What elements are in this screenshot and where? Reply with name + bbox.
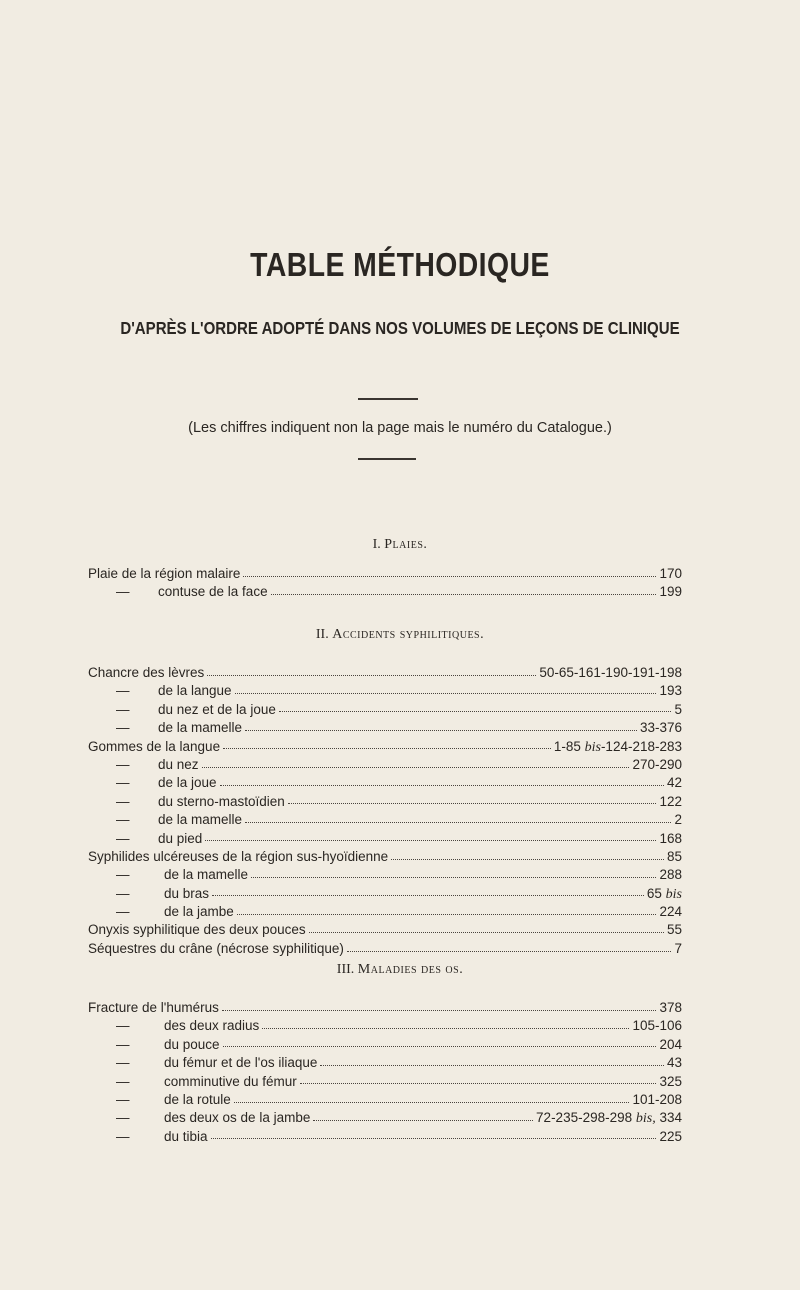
leader-dots bbox=[391, 859, 664, 860]
section-title: Maladies des os. bbox=[357, 962, 464, 977]
leader-dots bbox=[251, 877, 656, 878]
entry-label: du fémur et de l'os iliaque bbox=[164, 1055, 318, 1071]
leader-dots bbox=[245, 822, 671, 823]
catalogue-number: 5 bbox=[674, 701, 682, 717]
entry-label: comminutive du fémur bbox=[164, 1073, 297, 1089]
ditto-dash: — bbox=[116, 830, 130, 846]
entry-label: du tibia bbox=[164, 1128, 208, 1144]
leader-dots bbox=[313, 1120, 533, 1121]
ditto-dash: — bbox=[116, 720, 130, 736]
list-item bbox=[88, 774, 682, 792]
list-item bbox=[88, 583, 682, 601]
entry-label: Syphilides ulcéreuses de la région sus-hyoïdienne bbox=[88, 848, 389, 864]
leader-dots bbox=[271, 594, 657, 595]
list-item bbox=[88, 1054, 682, 1072]
catalogue-number: 199 bbox=[659, 584, 682, 600]
leader-dots bbox=[202, 767, 630, 768]
list-item bbox=[88, 701, 682, 719]
catalogue-number: 168 bbox=[659, 830, 682, 846]
ditto-dash: — bbox=[116, 1036, 130, 1052]
catalogue-number: 7 bbox=[674, 940, 682, 956]
entry-label: de la langue bbox=[158, 683, 232, 699]
catalogue-number: 288 bbox=[659, 867, 682, 883]
list-item bbox=[88, 1128, 682, 1146]
list-item bbox=[88, 756, 682, 774]
catalogue-number: 1-85 bis-124-218-283 bbox=[553, 738, 682, 755]
catalogue-number: 42 bbox=[666, 775, 682, 791]
entry-label: de la mamelle bbox=[158, 720, 243, 736]
catalogue-number: 224 bbox=[659, 904, 682, 920]
ditto-dash: — bbox=[116, 793, 130, 809]
entry-label: contuse de la face bbox=[158, 584, 268, 600]
leader-dots bbox=[288, 803, 657, 804]
entry-label: Fracture de l'humérus bbox=[88, 1000, 219, 1015]
catalogue-number: 50-65-161-190-191-198 bbox=[539, 665, 682, 680]
leader-dots bbox=[300, 1083, 657, 1084]
leader-dots bbox=[320, 1065, 664, 1066]
entry-list bbox=[88, 565, 682, 602]
entry-label: Plaie de la région malaire bbox=[88, 566, 241, 581]
list-item bbox=[88, 565, 682, 583]
section-heading bbox=[0, 537, 800, 553]
section-heading bbox=[0, 627, 800, 643]
list-item bbox=[88, 664, 682, 682]
list-item bbox=[88, 999, 682, 1017]
catalogue-number: 101-208 bbox=[632, 1091, 682, 1107]
list-item bbox=[88, 738, 682, 756]
leader-dots bbox=[237, 914, 657, 915]
list-item bbox=[88, 940, 682, 958]
catalogue-number: 270-290 bbox=[632, 756, 682, 772]
section-heading bbox=[0, 962, 800, 978]
catalogue-number: 170 bbox=[659, 566, 682, 581]
list-item bbox=[88, 1073, 682, 1091]
catalogue-number: 55 bbox=[666, 922, 682, 938]
section-title: Plaies. bbox=[384, 537, 428, 552]
entry-label: de la jambe bbox=[164, 904, 234, 920]
section-numeral: II. bbox=[315, 627, 333, 642]
catalogue-number: 225 bbox=[659, 1128, 682, 1144]
ditto-dash: — bbox=[116, 683, 130, 699]
ditto-dash: — bbox=[116, 1110, 130, 1126]
ditto-dash: — bbox=[116, 756, 130, 772]
divider-bottom bbox=[358, 458, 416, 460]
ditto-dash: — bbox=[116, 885, 130, 901]
section-numeral: III. bbox=[336, 962, 358, 977]
entry-label: du pouce bbox=[164, 1036, 220, 1052]
catalogue-number: 2 bbox=[674, 812, 682, 828]
catalogue-number: 325 bbox=[659, 1073, 682, 1089]
entry-list bbox=[88, 999, 682, 1146]
entry-label: de la rotule bbox=[164, 1091, 231, 1107]
list-item bbox=[88, 793, 682, 811]
list-item bbox=[88, 885, 682, 903]
ditto-dash: — bbox=[116, 775, 130, 791]
section-numeral: I. bbox=[372, 537, 385, 552]
entry-label: de la mamelle bbox=[164, 867, 249, 883]
ditto-dash: — bbox=[116, 1073, 130, 1089]
entry-label: du pied bbox=[158, 830, 203, 846]
list-item bbox=[88, 811, 682, 829]
entry-label: des deux radius bbox=[164, 1018, 260, 1034]
catalogue-number: 43 bbox=[666, 1055, 682, 1071]
catalogue-note: (Les chiffres indiquent non la page mais le numéro du Catalogue.) bbox=[188, 420, 612, 436]
leader-dots bbox=[223, 1046, 657, 1047]
list-item bbox=[88, 848, 682, 866]
list-item bbox=[88, 1017, 682, 1035]
leader-dots bbox=[205, 840, 656, 841]
catalogue-number: 72-235-298-298 bis, 334 bbox=[536, 1110, 682, 1127]
catalogue-number: 85 bbox=[666, 848, 682, 864]
entry-label: des deux os de la jambe bbox=[164, 1110, 311, 1126]
list-item bbox=[88, 1036, 682, 1054]
section-title: Accidents syphilitiques. bbox=[332, 627, 485, 642]
leader-dots bbox=[262, 1028, 629, 1029]
ditto-dash: — bbox=[116, 1055, 130, 1071]
leader-dots bbox=[220, 785, 664, 786]
catalogue-number: 204 bbox=[659, 1036, 682, 1052]
page-title: TABLE MÉTHODIQUE bbox=[250, 246, 550, 283]
entry-label: de la mamelle bbox=[158, 812, 243, 828]
entry-label: du nez bbox=[158, 756, 199, 772]
ditto-dash: — bbox=[116, 1128, 130, 1144]
leader-dots bbox=[234, 1102, 630, 1103]
catalogue-number: 65 bis bbox=[646, 885, 682, 902]
leader-dots bbox=[347, 951, 672, 952]
leader-dots bbox=[235, 693, 657, 694]
list-item bbox=[88, 830, 682, 848]
catalogue-number: 378 bbox=[659, 1000, 682, 1015]
list-item bbox=[88, 1091, 682, 1109]
ditto-dash: — bbox=[116, 701, 130, 717]
list-item bbox=[88, 682, 682, 700]
entry-label: du sterno-mastoïdien bbox=[158, 793, 285, 809]
leader-dots bbox=[245, 730, 637, 731]
catalogue-number: 122 bbox=[659, 793, 682, 809]
entry-list bbox=[88, 664, 682, 958]
catalogue-number: 33-376 bbox=[639, 720, 682, 736]
leader-dots bbox=[207, 675, 536, 676]
list-item bbox=[88, 866, 682, 884]
catalogue-number: 105-106 bbox=[632, 1018, 682, 1034]
leader-dots bbox=[212, 895, 644, 896]
leader-dots bbox=[222, 1010, 657, 1011]
ditto-dash: — bbox=[116, 867, 130, 883]
entry-label: Séquestres du crâne (nécrose syphilitique) bbox=[88, 940, 344, 956]
entry-label: de la joue bbox=[158, 775, 217, 791]
leader-dots bbox=[223, 748, 551, 749]
ditto-dash: — bbox=[116, 584, 130, 600]
entry-label: Chancre des lèvres bbox=[88, 665, 205, 680]
page-subtitle: D'APRÈS L'ORDRE ADOPTÉ DANS NOS VOLUMES DE LEÇONS DE CLINIQUE bbox=[120, 318, 680, 338]
divider-top bbox=[358, 398, 418, 400]
leader-dots bbox=[211, 1138, 657, 1139]
catalogue-number: 193 bbox=[659, 683, 682, 699]
list-item bbox=[88, 921, 682, 939]
ditto-dash: — bbox=[116, 1091, 130, 1107]
entry-label: du nez et de la joue bbox=[158, 701, 276, 717]
ditto-dash: — bbox=[116, 812, 130, 828]
entry-label: Onyxis syphilitique des deux pouces bbox=[88, 922, 306, 938]
list-item bbox=[88, 903, 682, 921]
ditto-dash: — bbox=[116, 904, 130, 920]
leader-dots bbox=[309, 932, 664, 933]
leader-dots bbox=[279, 711, 672, 712]
ditto-dash: — bbox=[116, 1018, 130, 1034]
leader-dots bbox=[243, 576, 656, 577]
entry-label: Gommes de la langue bbox=[88, 738, 221, 754]
entry-label: du bras bbox=[164, 885, 210, 901]
list-item bbox=[88, 719, 682, 737]
list-item bbox=[88, 1109, 682, 1127]
